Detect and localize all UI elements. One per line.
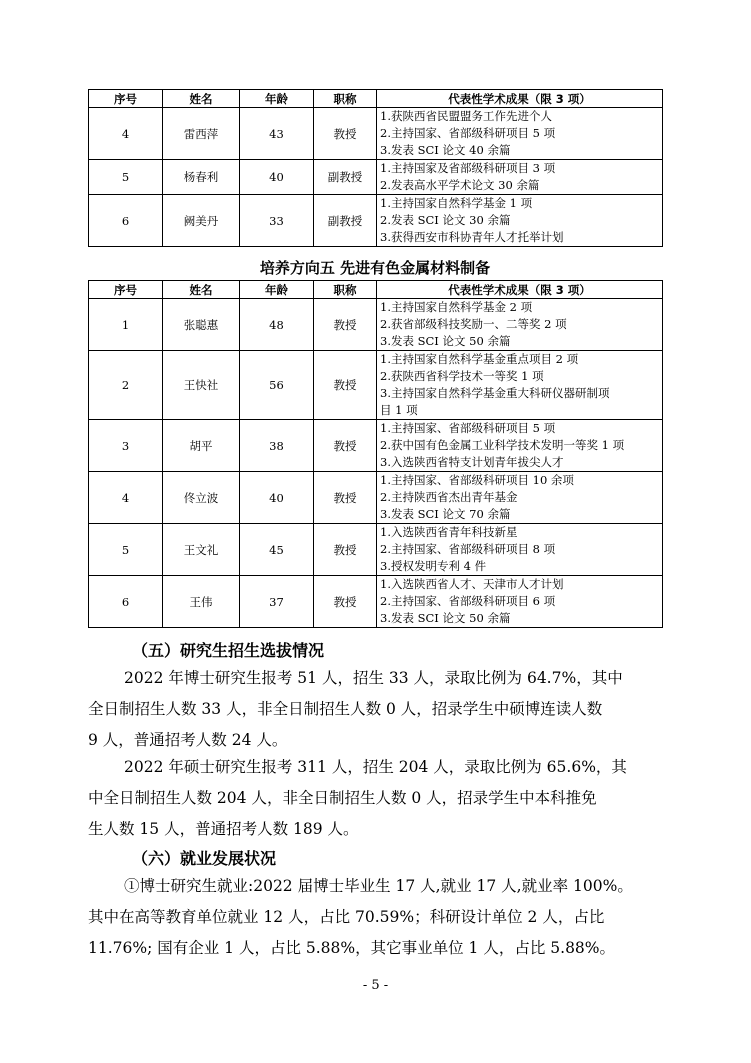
cell-no: 4 xyxy=(89,472,163,524)
paragraph-line: 11.76%; 国有企业 1 人，占比 5.88%，其它事业单位 1 人，占比 5.88%。 xyxy=(88,939,616,957)
cell-age: 40 xyxy=(240,160,314,195)
cell-age: 38 xyxy=(240,420,314,472)
paragraph-master-admissions xyxy=(88,752,662,845)
cell-name: 胡平 xyxy=(163,420,240,472)
cell-achievements xyxy=(377,420,663,472)
cell-no: 6 xyxy=(89,195,163,247)
header-name: 姓名 xyxy=(163,90,240,108)
achievement-line: 1.入选陕西省人才、天津市人才计划 xyxy=(380,577,564,591)
cell-name: 王快社 xyxy=(163,351,240,420)
cell-name: 张聪惠 xyxy=(163,299,240,351)
achievement-line: 2.发表高水平学术论文 30 余篇 xyxy=(380,178,540,192)
achievement-line: 2.主持陕西省杰出青年基金 xyxy=(380,490,518,504)
table-row xyxy=(89,576,663,628)
header-name: 姓名 xyxy=(163,281,240,299)
cell-title: 教授 xyxy=(314,472,377,524)
achievement-line: 3.发表 SCI 论文 40 余篇 xyxy=(380,143,511,157)
header-achievements: 代表性学术成果（限 3 项） xyxy=(377,90,663,108)
achievement-line: 1.主持国家自然科学基金 1 项 xyxy=(380,196,533,210)
achievement-line: 2.主持国家、省部级科研项目 5 项 xyxy=(380,126,556,140)
cell-age: 33 xyxy=(240,195,314,247)
cell-achievements xyxy=(377,299,663,351)
cell-no: 4 xyxy=(89,108,163,160)
achievement-line: 3.发表 SCI 论文 70 余篇 xyxy=(380,507,511,521)
achievement-line: 3.发表 SCI 论文 50 余篇 xyxy=(380,334,511,348)
heading-employment: （六）就业发展状况 xyxy=(132,849,277,868)
cell-title: 教授 xyxy=(314,576,377,628)
cell-achievements xyxy=(377,108,663,160)
heading-admissions: （五）研究生招生选拔情况 xyxy=(132,641,325,660)
achievement-line: 3.发表 SCI 论文 50 余篇 xyxy=(380,611,511,625)
table-row xyxy=(89,108,663,160)
cell-age: 56 xyxy=(240,351,314,420)
achievement-line: 1.主持国家自然科学基金重点项目 2 项 xyxy=(380,352,579,366)
cell-name: 杨春利 xyxy=(163,160,240,195)
cell-no: 5 xyxy=(89,524,163,576)
cell-achievements xyxy=(377,576,663,628)
cell-name: 佟立波 xyxy=(163,472,240,524)
achievement-line: 2.获中国有色金属工业科学技术发明一等奖 1 项 xyxy=(380,438,625,452)
achievement-line: 2.获陕西省科学技术一等奖 1 项 xyxy=(380,369,544,383)
paragraph-line: 全日制招生人数 33 人，非全日制招生人数 0 人，招录学生中硕博连读人数 xyxy=(88,700,603,718)
achievement-line: 2.获省部级科技奖励一、二等奖 2 项 xyxy=(380,317,567,331)
header-title: 职称 xyxy=(314,90,377,108)
cell-no: 1 xyxy=(89,299,163,351)
header-title: 职称 xyxy=(314,281,377,299)
achievement-line: 1.主持国家、省部级科研项目 10 余项 xyxy=(380,473,574,487)
table-row xyxy=(89,351,663,420)
cell-title: 教授 xyxy=(314,420,377,472)
table-row xyxy=(89,524,663,576)
achievement-line: 2.主持国家、省部级科研项目 8 项 xyxy=(380,542,556,556)
cell-age: 43 xyxy=(240,108,314,160)
achievement-line: 2.主持国家、省部级科研项目 6 项 xyxy=(380,594,556,608)
page-number: - 5 - xyxy=(362,978,389,993)
cell-achievements xyxy=(377,160,663,195)
header-achievements: 代表性学术成果（限 3 项） xyxy=(377,281,663,299)
table-row xyxy=(89,420,663,472)
paragraph-line: 2022 年硕士研究生报考 311 人，招生 204 人，录取比例为 65.6%，其 xyxy=(124,758,627,776)
cell-age: 45 xyxy=(240,524,314,576)
cell-title: 教授 xyxy=(314,108,377,160)
cell-name: 王文礼 xyxy=(163,524,240,576)
paragraph-line: ①博士研究生就业:2022 届博士毕业生 17 人,就业 17 人,就业率 100%。 xyxy=(124,877,633,895)
section-title: 培养方向五 先进有色金属材料制备 xyxy=(259,259,491,277)
table-row xyxy=(89,195,663,247)
cell-title: 副教授 xyxy=(314,160,377,195)
faculty-table-direction-5 xyxy=(88,280,663,628)
cell-no: 6 xyxy=(89,576,163,628)
cell-name: 雷西萍 xyxy=(163,108,240,160)
achievement-line: 1.入选陕西省青年科技新星 xyxy=(380,525,518,539)
paragraph-line: 其中在高等教育单位就业 12 人，占比 70.59%；科研设计单位 2 人，占比 xyxy=(88,908,605,926)
achievement-line: 1.获陕西省民盟盟务工作先进个人 xyxy=(380,109,552,123)
cell-age: 48 xyxy=(240,299,314,351)
cell-achievements xyxy=(377,524,663,576)
table-row xyxy=(89,160,663,195)
achievement-line: 3.入选陕西省特支计划青年拔尖人才 xyxy=(380,455,564,469)
cell-achievements xyxy=(377,195,663,247)
achievement-line: 目 1 项 xyxy=(380,403,418,417)
cell-title: 教授 xyxy=(314,351,377,420)
cell-achievements xyxy=(377,351,663,420)
header-age: 年龄 xyxy=(240,90,314,108)
achievement-line: 1.主持国家自然科学基金 2 项 xyxy=(380,300,533,314)
cell-age: 40 xyxy=(240,472,314,524)
cell-no: 2 xyxy=(89,351,163,420)
cell-title: 副教授 xyxy=(314,195,377,247)
paragraph-line: 中全日制招生人数 204 人，非全日制招生人数 0 人，招录学生中本科推免 xyxy=(88,789,597,807)
cell-no: 5 xyxy=(89,160,163,195)
paragraph-employment xyxy=(88,871,662,964)
paragraph-phd-admissions xyxy=(88,663,662,756)
achievement-line: 1.主持国家、省部级科研项目 5 项 xyxy=(380,421,556,435)
paragraph-line: 2022 年博士研究生报考 51 人，招生 33 人，录取比例为 64.7%，其中 xyxy=(124,669,623,687)
cell-title: 教授 xyxy=(314,299,377,351)
table-header-row xyxy=(89,281,663,299)
achievement-line: 3.主持国家自然科学基金重大科研仪器研制项 xyxy=(380,386,610,400)
cell-no: 3 xyxy=(89,420,163,472)
header-age: 年龄 xyxy=(240,281,314,299)
cell-title: 教授 xyxy=(314,524,377,576)
header-no: 序号 xyxy=(89,90,163,108)
cell-achievements xyxy=(377,472,663,524)
achievement-line: 3.获得西安市科协青年人才托举计划 xyxy=(380,230,564,244)
paragraph-line: 生人数 15 人，普通招考人数 189 人。 xyxy=(88,820,359,838)
faculty-table-continued xyxy=(88,89,663,247)
cell-age: 37 xyxy=(240,576,314,628)
cell-name: 王伟 xyxy=(163,576,240,628)
table-header-row xyxy=(89,90,663,108)
table-row xyxy=(89,299,663,351)
achievement-line: 3.授权发明专利 4 件 xyxy=(380,559,487,573)
table-row xyxy=(89,472,663,524)
cell-name: 阙美丹 xyxy=(163,195,240,247)
achievement-line: 2.发表 SCI 论文 30 余篇 xyxy=(380,213,511,227)
paragraph-line: 9 人，普通招考人数 24 人。 xyxy=(88,731,288,749)
header-no: 序号 xyxy=(89,281,163,299)
achievement-line: 1.主持国家及省部级科研项目 3 项 xyxy=(380,161,556,175)
